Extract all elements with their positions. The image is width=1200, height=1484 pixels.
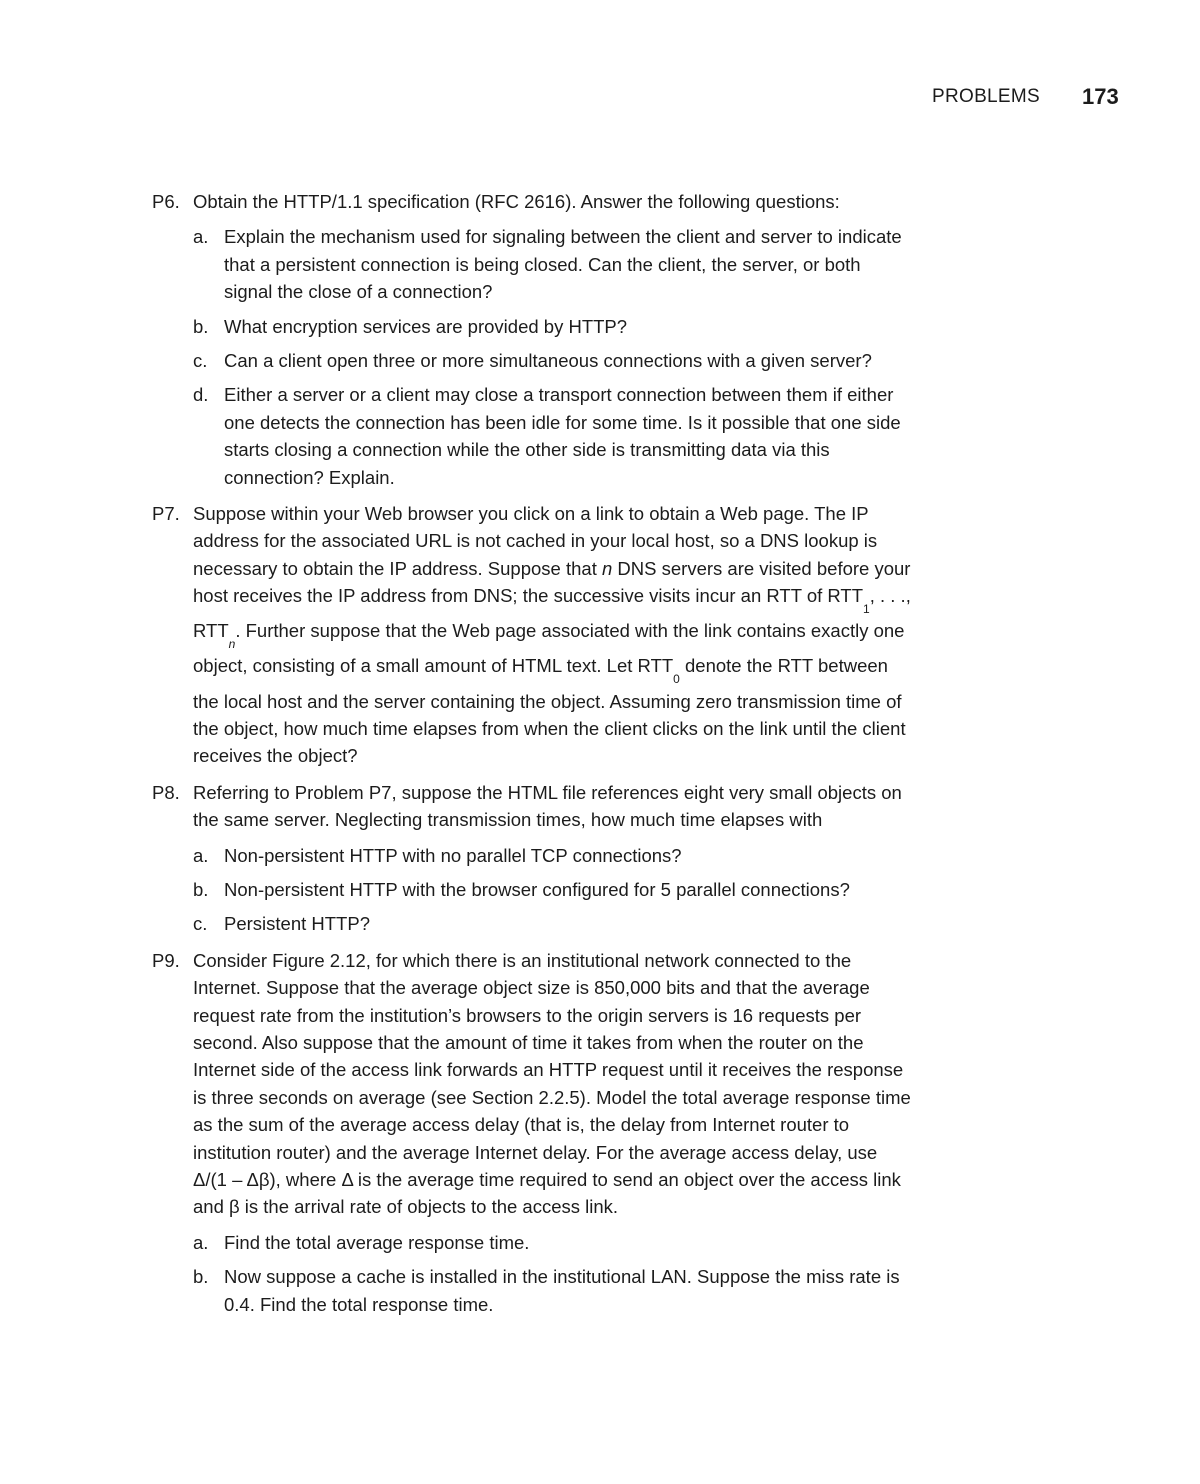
problem-text: Obtain the HTTP/1.1 specification (RFC 2616). Answer the following questions: bbox=[193, 191, 840, 212]
part-label: a. bbox=[193, 844, 209, 866]
text-segment: DNS servers are visited before your host receives the IP address from DNS; the successive visits incur an RTT of RTT bbox=[193, 557, 911, 607]
part-text: Persistent HTTP? bbox=[224, 913, 370, 935]
part-text: Either a server or a client may close a transport connection between them if either one detects the connection has been idle for some time. Is it possible that one side starts closing a connection while the other side is transmitting data via this connection? Explain. bbox=[224, 384, 901, 488]
running-head bbox=[930, 84, 1130, 114]
problem-part bbox=[193, 910, 912, 937]
problem-text bbox=[193, 500, 912, 770]
problem-p7 bbox=[152, 500, 912, 770]
subscript bbox=[229, 637, 236, 651]
subscript: 1 bbox=[863, 601, 870, 616]
problems-section bbox=[152, 188, 912, 1327]
part-text: Can a client open three or more simultaneous connections with a given server? bbox=[224, 350, 872, 372]
part-label: b. bbox=[193, 1266, 209, 1288]
problem-part bbox=[193, 313, 912, 340]
part-label: a. bbox=[193, 1231, 209, 1253]
part-text: Find the total average response time. bbox=[224, 1231, 530, 1253]
problem-part bbox=[193, 381, 912, 491]
part-label: c. bbox=[193, 350, 208, 372]
problem-part bbox=[193, 1229, 912, 1256]
problem-text: Referring to Problem P7, suppose the HTML file references eight very small objects on the same server. Neglecting transmission times, how much time elapses with bbox=[193, 781, 902, 831]
problem-parts bbox=[193, 842, 912, 938]
part-text: Non-persistent HTTP with no parallel TCP connections? bbox=[224, 844, 682, 866]
part-text: Now suppose a cache is installed in the institutional LAN. Suppose the miss rate is 0.4. Find the total response time. bbox=[224, 1266, 900, 1315]
part-label: a. bbox=[193, 226, 209, 248]
text-segment: denote the RTT between the local host and the server containing the object. Assuming zero transmission time of the object, how much time elapses from when the client clicks on the link until the client receives the object? bbox=[193, 655, 906, 767]
text-segment: . Further suppose that the Web page associated with the link contains exactly one object, consisting of a small amount of HTML text. Let RTT bbox=[193, 620, 905, 677]
text-segment: , . . ., RTT bbox=[193, 585, 911, 642]
problem-part bbox=[193, 842, 912, 869]
part-text: Non-persistent HTTP with the browser configured for 5 parallel connections? bbox=[224, 879, 850, 900]
part-label: d. bbox=[193, 384, 209, 406]
variable-n: n bbox=[601, 557, 613, 579]
problem-number: P8. bbox=[152, 781, 180, 803]
part-text: What encryption services are provided by HTTP? bbox=[224, 315, 628, 337]
running-title: PROBLEMS bbox=[932, 86, 1040, 107]
page-number: 173 bbox=[1082, 84, 1119, 109]
problem-text: Consider Figure 2.12, for which there is an institutional network connected to the Internet. Suppose that the average object size is 850,000 bits and that the average request rate from the institution’s browsers to the origin servers is 16 requests per second. Also suppose that the amount of time it takes from when the router on the Internet side of the access link forwards an HTTP request until it receives the response is three seconds on average (see Section 2.2.5). Model the total average response time as the sum of the average access delay (that is, the delay from Internet router to institution router) and the average Internet delay. For the average access delay, use Δ/(1 – Δβ), where Δ is the average time required to send an object over the access link and β is the arrival rate of objects to the access link. bbox=[193, 949, 911, 1218]
part-label: b. bbox=[193, 879, 209, 900]
problem-part bbox=[193, 876, 912, 903]
problem-part bbox=[193, 1263, 912, 1318]
subscript-variable: n bbox=[228, 637, 236, 652]
problem-p6 bbox=[152, 188, 912, 491]
problem-parts bbox=[193, 1229, 912, 1318]
problem-part bbox=[193, 223, 912, 305]
problem-number: P7. bbox=[152, 503, 180, 525]
problem-p9 bbox=[152, 947, 912, 1318]
problem-number: P9. bbox=[152, 949, 180, 971]
part-label: b. bbox=[193, 315, 209, 337]
problem-p8 bbox=[152, 779, 912, 938]
problem-parts bbox=[193, 223, 912, 491]
part-text: Explain the mechanism used for signaling between the client and server to indicate that a persistent connection is being closed. Can the client, the server, or both signal the close of a connection? bbox=[224, 226, 902, 303]
part-label: c. bbox=[193, 913, 208, 935]
problem-part bbox=[193, 347, 912, 374]
subscript: 0 bbox=[673, 672, 680, 687]
problem-number: P6. bbox=[152, 191, 180, 212]
text-segment: Suppose within your Web browser you click on a link to obtain a Web page. The IP address for the associated URL is not cached in your local host, so a DNS lookup is necessary to obtain the IP address. Suppose that bbox=[193, 503, 878, 579]
